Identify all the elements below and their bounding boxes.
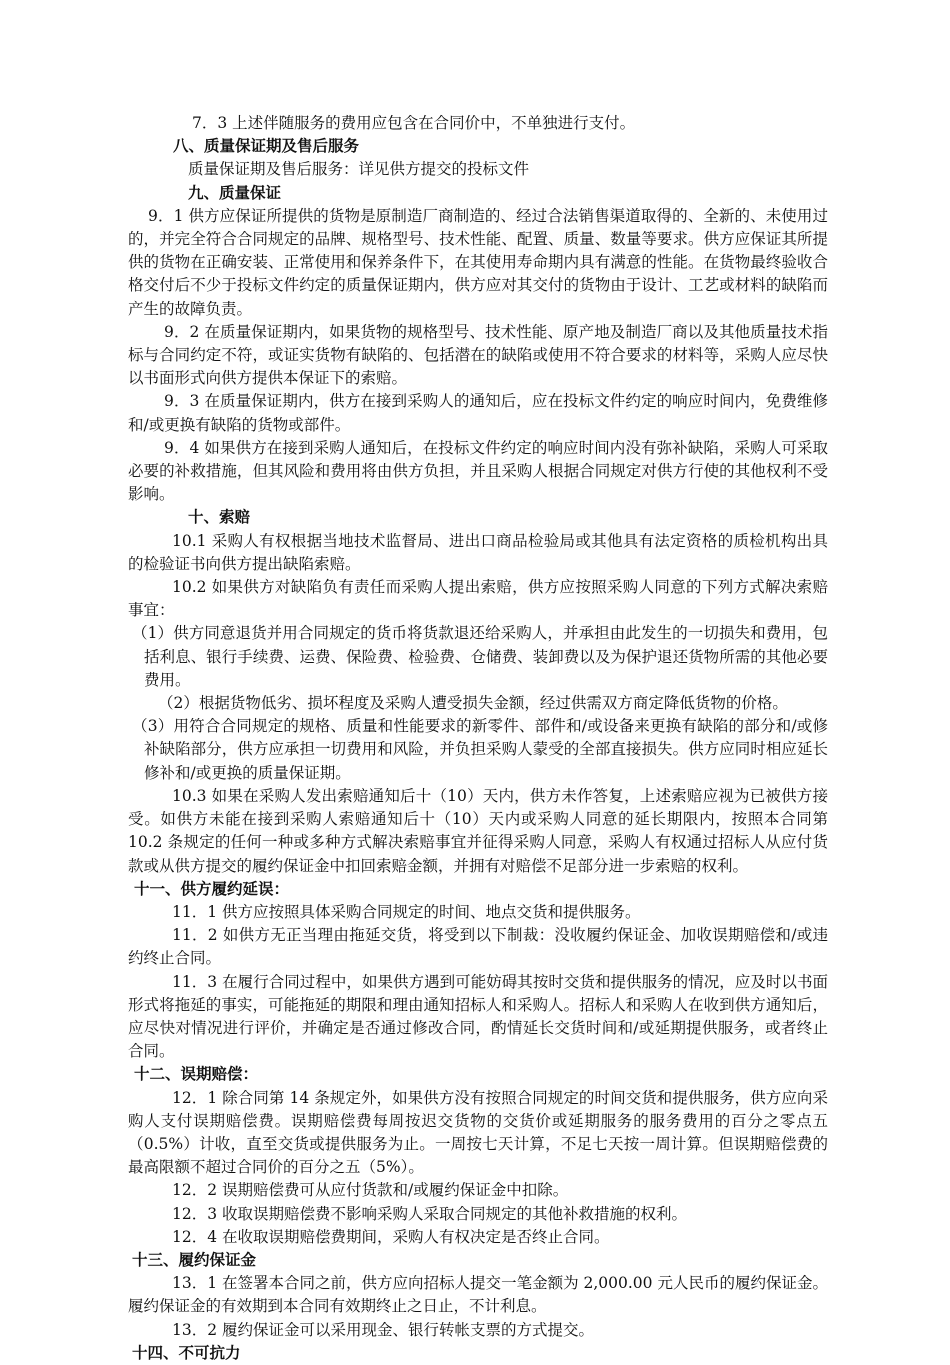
heading-13: 十三、履约保证金 [132,1250,257,1269]
clause-12-4: 12．4 在收取误期赔偿费期间，采购人有权决定是否终止合同。 [172,1227,610,1246]
heading-10: 十、索赔 [188,508,251,527]
heading-12: 十二、误期赔偿： [134,1065,259,1084]
clause-10-2: 10.2 如果供方对缺陷负有责任而采购人提出索赔，供方应按照采购人同意的下列方式解决索赔事宜： [128,578,828,620]
clause-10-2-2: （2）根据货物低劣、损坏程度及采购人遭受损失金额，经过供需双方商定降低货物的价格。 [158,694,788,713]
clause-9-2: 9．2 在质量保证期内，如果货物的规格型号、技术性能、原产地及制造厂商以及其他质量技术指标与合同约定不符，或证实货物有缺陷的、包括潜在的缺陷或使用不符合要求的材料等，采购人应尽快以书面形式向供方提供本保证下的索赔。 [128,322,828,388]
clause-11-2: 11．2 如供方无正当理由拖延交货，将受到以下制裁：没收履约保证金、加收误期赔偿和/或违约终止合同。 [128,926,828,968]
clause-7-3: 7．3 上述伴随服务的费用应包含在合同价中，不单独进行支付。 [192,114,636,132]
heading-9: 九、质量保证 [188,183,282,202]
clause-9-4: 9．4 如果供方在接到采购人通知后，在投标文件约定的响应时间内没有弥补缺陷，采购人可采取必要的补救措施，但其风险和费用将由供方负担，并且采购人根据合同规定对供方行使的其他权利不受影响。 [128,438,828,504]
clause-11-3: 11．3 在履行合同过程中，如果供方遇到可能妨碍其按时交货和提供服务的情况，应及时以书面形式将拖延的事实，可能拖延的期限和理由通知招标人和采购人。招标人和采购人在收到供方通知后，应尽快对情况进行评价，并确定是否通过修改合同，酌情延长交货时间和/或延期提供服务，或者终止合同。 [128,972,828,1061]
clause-13-2: 13．2 履约保证金可以采用现金、银行转帐支票的方式提交。 [172,1320,595,1339]
clause-9-1: 9．1 供方应保证所提供的货物是原制造厂商制造的、经过合法销售渠道取得的、全新的、未使用过的，并完全符合合同规定的品牌、规格型号、技术性能、配置、质量、数量等要求。供方应保证其所提供的货物在正确安装、正常使用和保养条件下，在其使用寿命期内具有满意的性能。在货物最终验收合格交付后不少于投标文件约定的质量保证期内，供方应对其交付的货物由于设计、工艺或材料的缺陷而产生的故障负责。 [128,206,828,318]
heading-11: 十一、供方履约延误： [134,879,290,898]
clause-12-1: 12．1 除合同第 14 条规定外，如果供方没有按照合同规定的时间交货和提供服务，供方应向采购人支付误期赔偿费。误期赔偿费每周按迟交货物的交货价或延期服务的服务费用的百分之零点五（0.5%）计收，直至交货或提供服务为止。一周按七天计算，不足七天按一周计算。但误期赔偿费的最高限额不超过合同价的百分之五（5%）。 [128,1088,828,1177]
clause-10-3: 10.3 如果在采购人发出索赔通知后十（10）天内，供方未作答复，上述索赔应视为已被供方接受。如供方未能在接到采购人索赔通知后十（10）天内或采购人同意的延长期限内，按照本合同第 10.2 条规定的任何一种或多种方式解决索赔事宜并征得采购人同意，采购人有权通过招标人从应付货款或从供方提交的履约保证金中扣回索赔金额，并拥有对赔偿不足部分进一步索赔的权利。 [128,786,828,875]
heading-8: 八、质量保证期及售后服务 [173,137,360,156]
clause-12-3: 12．3 收取误期赔偿费不影响采购人采取合同规定的其他补救措施的权利。 [172,1204,688,1223]
clause-13-1: 13．1 在签署本合同之前，供方应向招标人提交一笔金额为 2,000.00 元人民币的履约保证金。履约保证金的有效期到本合同有效期终止之日止，不计利息。 [128,1274,828,1316]
clause-9-3: 9．3 在质量保证期内，供方在接到采购人的通知后，应在投标文件约定的响应时间内，免费维修和/或更换有缺陷的货物或部件。 [128,392,828,434]
clause-10-2-1: （1）供方同意退货并用合同规定的货币将货款退还给采购人，并承担由此发生的一切损失和费用，包括利息、银行手续费、运费、保险费、检验费、仓储费、装卸费以及为保护退还货物所需的其他必要费用。 [132,624,828,689]
clause-11-1: 11．1 供方应按照具体采购合同规定的时间、地点交货和提供服务。 [172,902,641,921]
clause-8: 质量保证期及售后服务：详见供方提交的投标文件 [188,160,530,179]
heading-14: 十四、不可抗力 [132,1343,241,1362]
document-page [128,112,828,1365]
clause-10-1: 10.1 采购人有权根据当地技术监督局、进出口商品检验局或其他具有法定资格的质检机构出具的检验证书向供方提出缺陷索赔。 [128,531,828,573]
clause-12-2: 12．2 误期赔偿费可从应付货款和/或履约保证金中扣除。 [172,1181,569,1200]
clause-10-2-3: （3）用符合合同规定的规格、质量和性能要求的新零件、部件和/或设备来更换有缺陷的部分和/或修补缺陷部分，供方应承担一切费用和风险，并负担采购人蒙受的全部直接损失。供方应同时相应延长修补和/或更换的质量保证期。 [132,717,828,782]
